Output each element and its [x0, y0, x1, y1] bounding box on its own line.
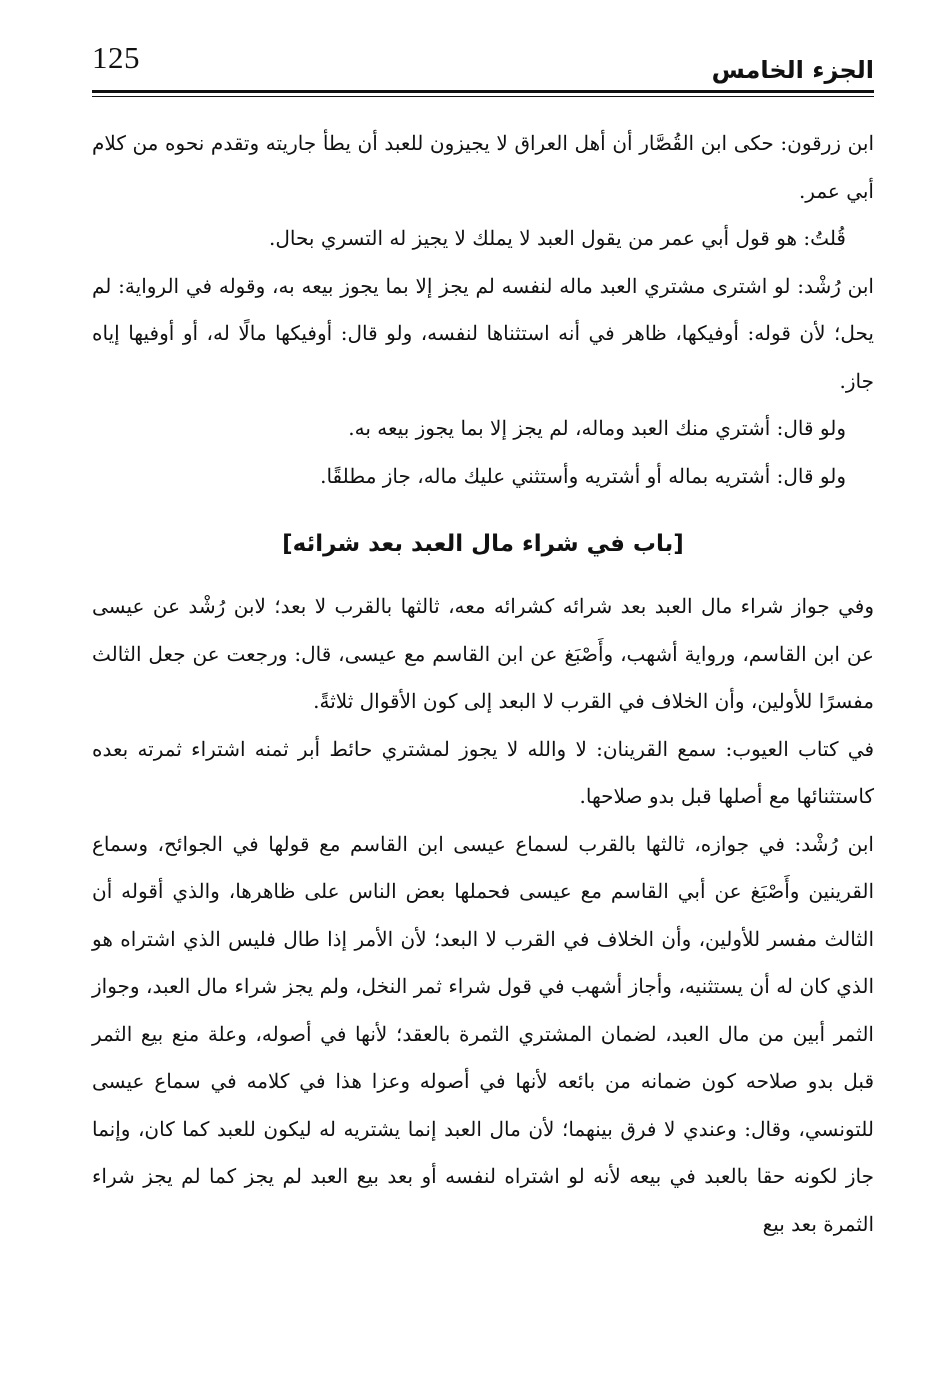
chapter-heading: [باب في شراء مال العبد بعد شرائه]: [282, 531, 684, 557]
page-header: [92, 40, 874, 92]
header-rule: [92, 90, 874, 97]
paragraph-qultu: قُلتُ: هو قول أبي عمر من يقول العبد لا يملك لا يجيز له التسري بحال.: [269, 226, 846, 250]
paragraph-ibn-rushd-1: ابن رُشْد: لو اشترى مشتري العبد ماله لنفسه لم يجز إلا بما يجوز بيعه به، وقوله في الرواية: لم يحل؛ لأن قوله: أوفيكها، ظاهر في أنه استثناها لنفسه، ولو قال: أوفيكها مالًا له، أو أوفيها إياه جاز.: [92, 273, 874, 393]
paragraph-kitab-al-uyub: في كتاب العيوب: سمع القرينان: لا والله لا يجوز لمشتري حائط أبر ثمنه اشتراء ثمرته بعده كاستثنائها مع أصلها قبل بدو صلاحها.: [92, 736, 874, 808]
page-number: 125: [92, 40, 140, 75]
paragraph-ibn-zarqun: ابن زرقون: حكى ابن القُصَّار أن أهل العراق لا يجيزون للعبد أن يطأ جاريته وتقدم نحوه من كلام أبي عمر.: [92, 131, 874, 203]
page-body: [92, 120, 874, 1248]
running-title: الجزء الخامس: [711, 56, 874, 84]
paragraph-jawaz: وفي جواز شراء مال العبد بعد شرائه كشرائه معه، ثالثها بالقرب لا بعد؛ لابن رُشْد عن عيسى عن ابن القاسم، ورواية أشهب، وأَصْبَغ عن ابن القاسم مع عيسى، قال: ورجعت عن جعل الثالث مفسرًا للأولين، وأن الخلاف في القرب لا البعد إلى كون الأقوال ثلاثةً.: [92, 594, 874, 713]
paragraph-law-qala-2: ولو قال: أشتريه بماله أو أشتريه وأستثني عليك ماله، جاز مطلقًا.: [320, 463, 846, 488]
paragraph-ibn-rushd-2: ابن رُشْد: في جوازه، ثالثها بالقرب لسماع عيسى ابن القاسم مع قولها في الجوائح، وسماع القرينين وأَصْبَغ عن أبي القاسم مع عيسى فحملها بعض الناس على ظاهرها، والذي أقوله أن الثالث مفسر للأولين، وأن الخلاف في القرب لا البعد؛ لأن الأمر إذا طال فليس الذي اشتراه هو الذي كان له أن يستثنيه، وأجاز أشهب في قول شراء ثمر النخل، ولم يجز شراء مال العبد، وجواز الثمر أبين من مال العبد، لضمان المشتري الثمرة بالعقد؛ لأنها في أصوله، وعلة منع بيع الثمر قبل بدو صلاحه كون ضمانه من بائعه لأنها في أصوله وعزا هذا في كلامه في سماع عيسى للتونسي، وقال: وعندي لا فرق بينهما؛ لأن مال العبد إنما يشتريه له ليكون للعبد كما كان، وإنما جاز لكونه حقا بالعبد في بيعه لأنه لو اشتراه لنفسه أو بعد بيع العبد لم يجز كما لم يجز شراء الثمرة بعد بيع: [92, 831, 874, 1236]
paragraph-law-qala-1: ولو قال: أشتري منك العبد وماله، لم يجز إلا بما يجوز بيعه به.: [348, 416, 846, 440]
